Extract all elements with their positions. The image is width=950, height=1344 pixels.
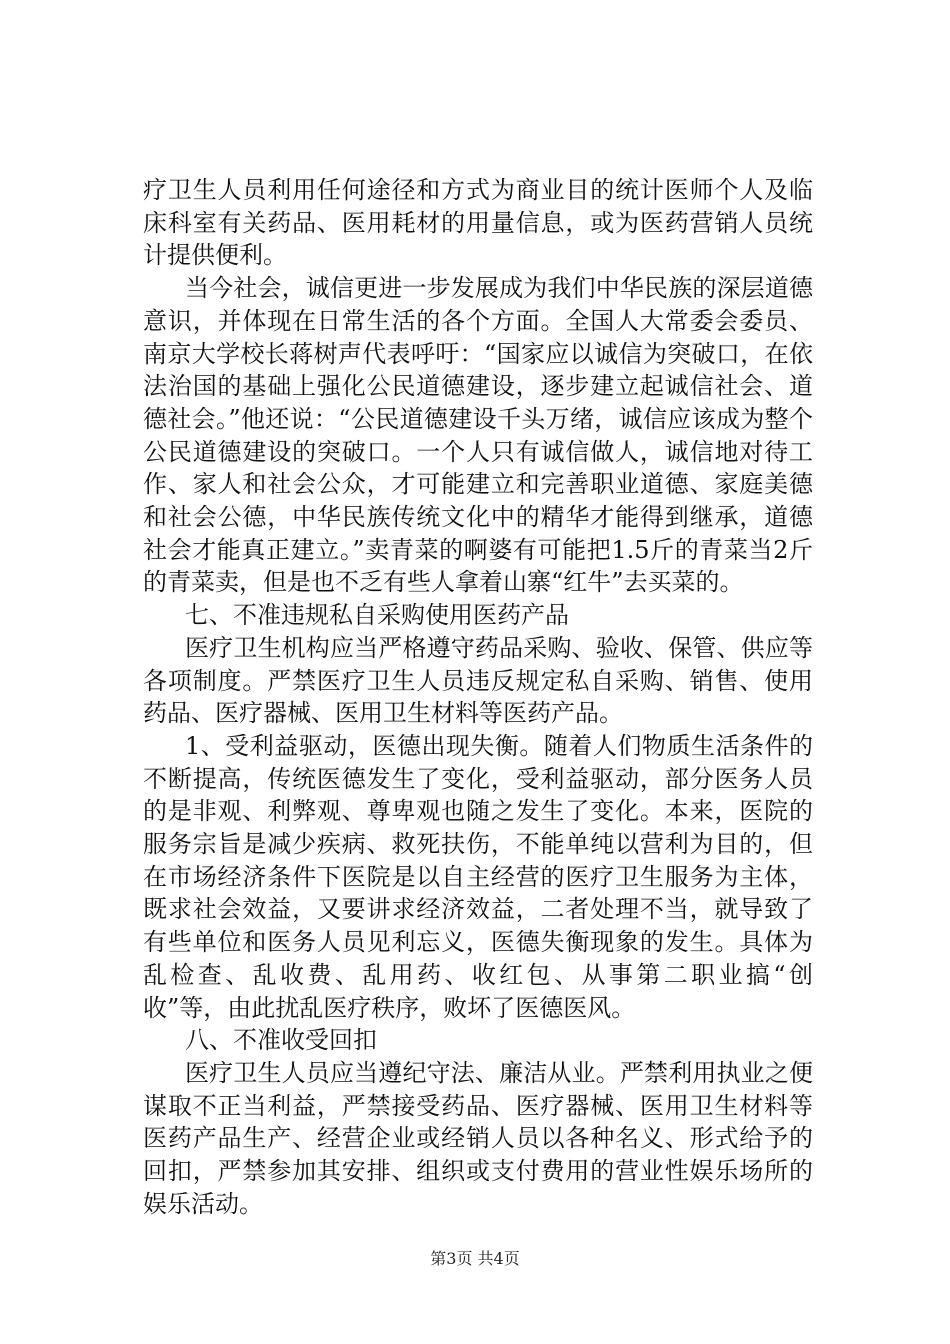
section-heading-8: 八、不准收受回扣	[185, 1026, 377, 1055]
paragraph-1: 疗卫生人员利用任何途径和方式为商业目的统计医师个人及临床科室有关药品、医用耗材的用量信息，或为医药营销人员统计提供便利。	[143, 176, 813, 270]
paragraph-4: 1、受利益驱动，医德出现失衡。随着人们物质生活条件的不断提高，传统医德发生了变化，受利益驱动，部分医务人员的是非观、利弊观、尊卑观也随之发生了变化。本来，医院的服务宗旨是减少疾病、救死扶伤，不能单纯以营利为目的，但在市场经济条件下医院是以自主经营的医疗卫生服务为主体，既求社会效益，又要讲求经济效益，二者处理不当，就导致了有些单位和医务人员见利忘义，医德失衡现象的发生。具体为乱检查、乱收费、乱用药、收红包、从事第二职业搞“创收”等，由此扰乱医疗秩序，败坏了医德医风。	[143, 731, 813, 1022]
paragraph-5: 医疗卫生人员应当遵纪守法、廉洁从业。严禁利用执业之便谋取不正当利益，严禁接受药品、医疗器械、医用卫生材料等医药产品生产、经营企业或经销人员以各种名义、形式给予的回扣，严禁参加其安排、组织或支付费用的营业性娱乐场所的娱乐活动。	[143, 1058, 813, 1218]
section-heading-7: 七、不准违规私自采购使用医药产品	[185, 601, 569, 630]
document-body	[143, 174, 813, 1221]
paragraph-3: 医疗卫生机构应当严格遵守药品采购、验收、保管、供应等各项制度。严禁医疗卫生人员违反规定私自采购、销售、使用药品、医疗器械、医用卫生材料等医药产品。	[143, 633, 813, 728]
page-footer: 第3页 共4页	[430, 1249, 520, 1268]
paragraph-2: 当今社会，诚信更进一步发展成为我们中华民族的深层道德意识，并体现在日常生活的各个方面。全国人大常委会委员、南京大学校长蒋树声代表呼吁：“国家应以诚信为突破口，在依法治国的基础上强化公民道德建设，逐步建立起诚信社会、道德社会。”他还说：“公民道德建设千头万绪，诚信应该成为整个公民道德建设的突破口。一个人只有诚信做人，诚信地对待工作、家人和社会公众，才可能建立和完善职业道德、家庭美德和社会公德，中华民族传统文化中的精华才能得到继承，道德社会才能真正建立。”卖青菜的啊婆有可能把1.5斤的青菜当2斤的青菜卖，但是也不乏有些人拿着山寨“红牛”去买菜的。	[143, 274, 813, 597]
